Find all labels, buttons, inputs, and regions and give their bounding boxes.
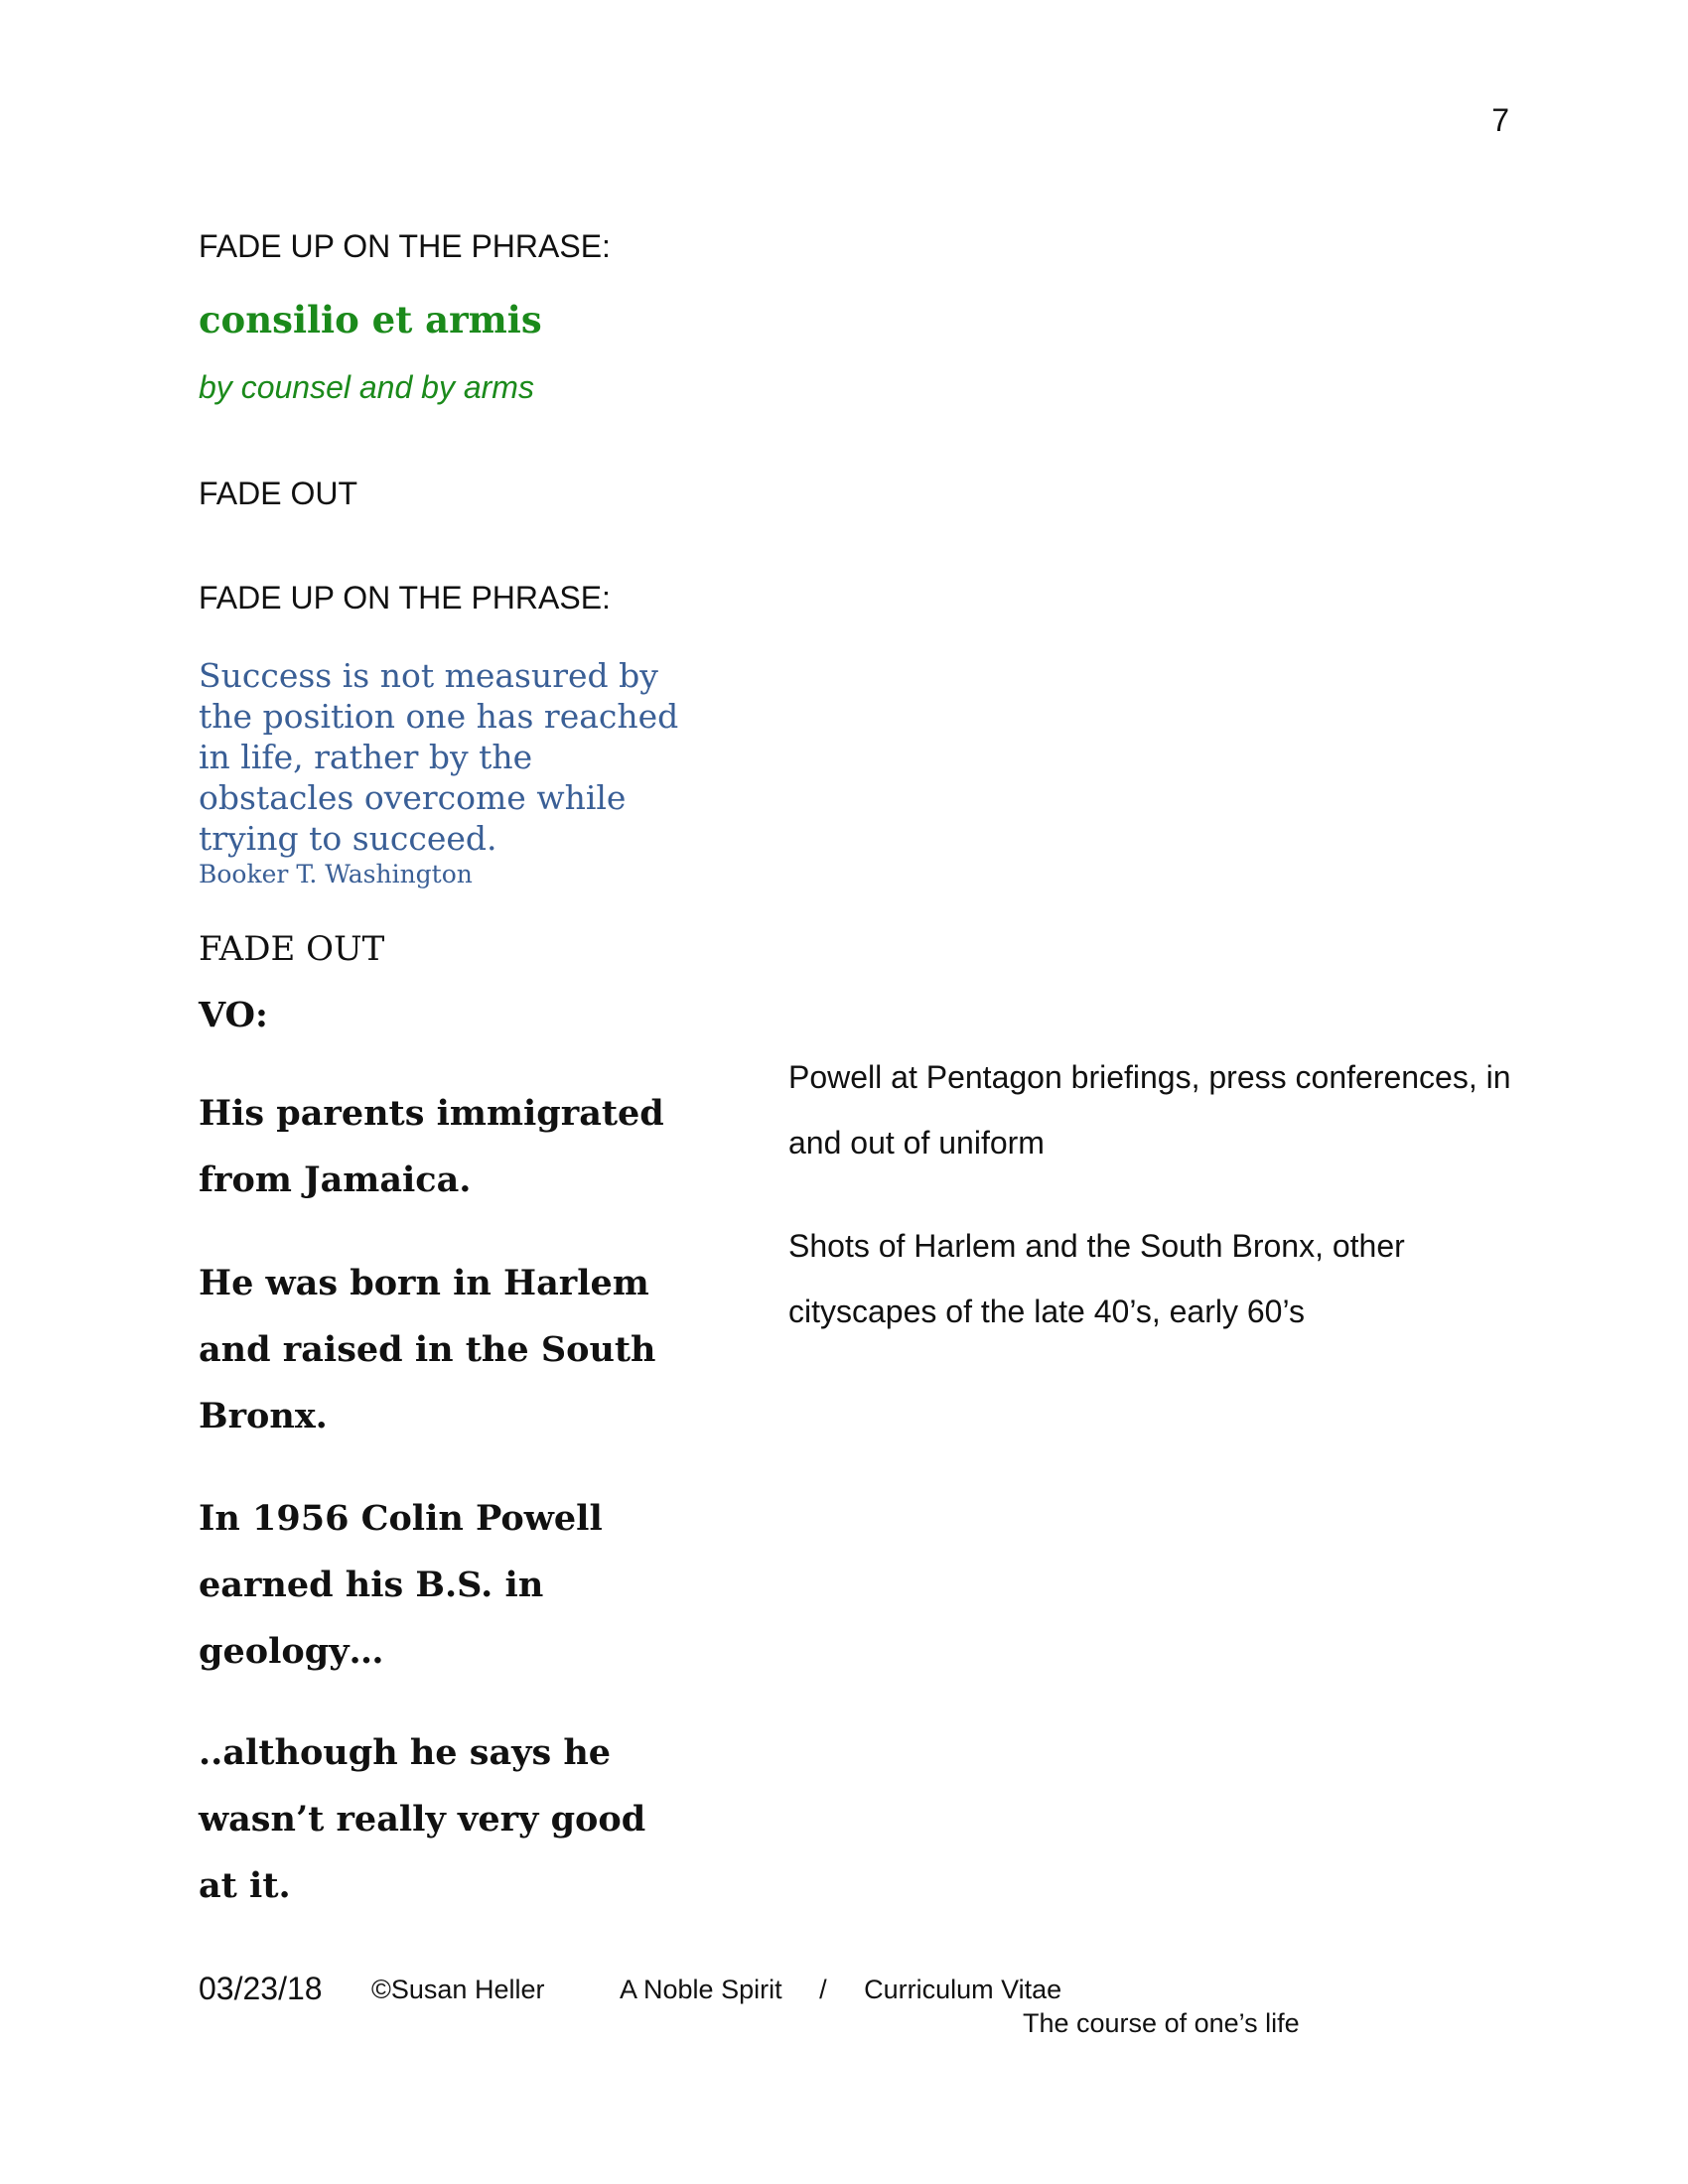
narration-paragraph: He was born in Harlem and raised in the South Bronx. xyxy=(199,1263,656,1436)
narration-paragraph: In 1956 Colin Powell earned his B.S. in geology… xyxy=(199,1498,603,1672)
visual-note: Shots of Harlem and the South Bronx, other cityscapes of the late 40’s, early 60’s xyxy=(788,1228,1405,1329)
scene-direction-fade-up: FADE UP ON THE PHRASE: xyxy=(199,580,611,615)
visual-note: Powell at Pentagon briefings, press conferences, in and out of uniform xyxy=(788,1059,1511,1160)
footer-subtitle: The course of one’s life xyxy=(1023,2008,1300,2038)
scene-direction-fade-out: FADE OUT xyxy=(199,476,358,511)
narration-paragraph: His parents immigrated from Jamaica. xyxy=(199,1093,664,1200)
scene-direction-fade-up: FADE UP ON THE PHRASE: xyxy=(199,228,611,264)
quote-text: Success is not measured by the position one has reached in life, rather by the obstacles overcome while trying to succeed. xyxy=(199,656,679,858)
footer-copyright: ©Susan Heller xyxy=(371,1975,545,2004)
footer-date: 03/23/18 xyxy=(199,1971,323,2006)
footer-title: A Noble Spirit / Curriculum Vitae xyxy=(620,1975,1062,2004)
phrase-translation: by counsel and by arms xyxy=(199,369,534,405)
quote-author: Booker T. Washington xyxy=(199,860,473,888)
page-number: 7 xyxy=(1491,102,1509,138)
scene-direction-fade-out: FADE OUT xyxy=(199,929,385,969)
voiceover-label: VO: xyxy=(199,995,268,1035)
latin-phrase: consilio et armis xyxy=(199,298,542,341)
narration-paragraph: ..although he says he wasn’t really very good at it. xyxy=(199,1732,646,1906)
